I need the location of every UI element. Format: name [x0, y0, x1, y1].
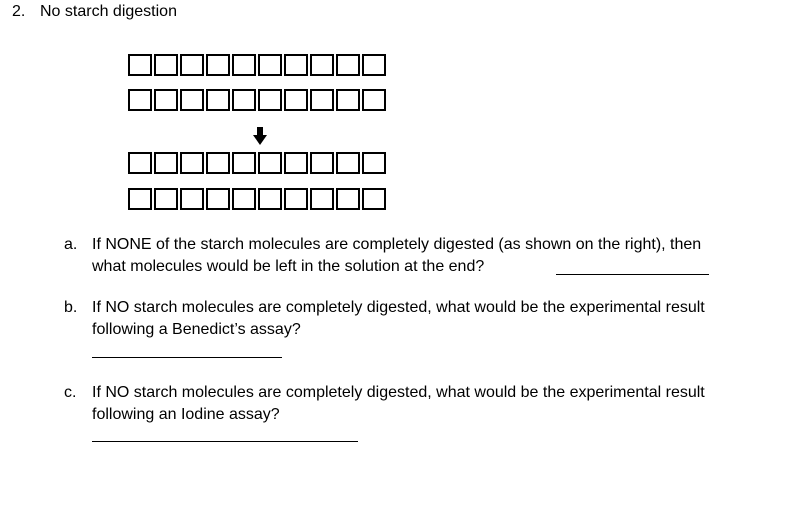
glucose-unit: [154, 188, 178, 210]
question-line: If NONE of the starch molecules are completely digested (as shown on the right), then: [92, 236, 702, 253]
glucose-unit: [284, 89, 308, 111]
glucose-unit: [232, 54, 256, 76]
question-letter: b.: [64, 299, 78, 316]
glucose-unit: [336, 152, 360, 174]
glucose-unit: [232, 188, 256, 210]
glucose-unit: [206, 152, 230, 174]
question-number: 2.: [12, 3, 26, 20]
glucose-unit: [128, 188, 152, 210]
glucose-unit: [154, 152, 178, 174]
glucose-unit: [206, 188, 230, 210]
question-line: following an Iodine assay?: [92, 406, 280, 423]
glucose-unit: [258, 54, 282, 76]
glucose-unit: [336, 188, 360, 210]
question-line: following a Benedict’s assay?: [92, 321, 301, 338]
glucose-unit: [336, 54, 360, 76]
glucose-unit: [206, 54, 230, 76]
starch-chain-after-1: [128, 152, 386, 174]
question-line: If NO starch molecules are completely digested, what would be the experimental result: [92, 299, 705, 316]
glucose-unit: [362, 54, 386, 76]
glucose-unit: [310, 188, 334, 210]
question-title: No starch digestion: [40, 3, 177, 20]
glucose-unit: [180, 89, 204, 111]
glucose-unit: [362, 89, 386, 111]
question-letter: a.: [64, 236, 78, 253]
starch-chain-after-2: [128, 188, 386, 210]
down-arrow-icon: [253, 127, 267, 145]
glucose-unit: [128, 89, 152, 111]
glucose-unit: [128, 54, 152, 76]
glucose-unit: [128, 152, 152, 174]
starch-chain-before-1: [128, 54, 386, 76]
glucose-unit: [258, 89, 282, 111]
glucose-unit: [336, 89, 360, 111]
glucose-unit: [180, 188, 204, 210]
glucose-unit: [362, 188, 386, 210]
question-line: If NO starch molecules are completely digested, what would be the experimental result: [92, 384, 705, 401]
glucose-unit: [284, 152, 308, 174]
glucose-unit: [310, 152, 334, 174]
glucose-unit: [310, 89, 334, 111]
glucose-unit: [258, 188, 282, 210]
answer-blank-c[interactable]: [92, 441, 358, 442]
answer-blank-a[interactable]: [556, 274, 709, 275]
question-line: what molecules would be left in the solution at the end?: [92, 258, 485, 275]
glucose-unit: [232, 89, 256, 111]
glucose-unit: [154, 54, 178, 76]
question-heading: [12, 3, 177, 21]
glucose-unit: [232, 152, 256, 174]
glucose-unit: [284, 188, 308, 210]
question-letter: c.: [64, 384, 77, 401]
glucose-unit: [180, 152, 204, 174]
answer-blank-b[interactable]: [92, 357, 282, 358]
glucose-unit: [180, 54, 204, 76]
glucose-unit: [258, 152, 282, 174]
glucose-unit: [154, 89, 178, 111]
starch-chain-before-2: [128, 89, 386, 111]
glucose-unit: [284, 54, 308, 76]
glucose-unit: [362, 152, 386, 174]
glucose-unit: [310, 54, 334, 76]
glucose-unit: [206, 89, 230, 111]
